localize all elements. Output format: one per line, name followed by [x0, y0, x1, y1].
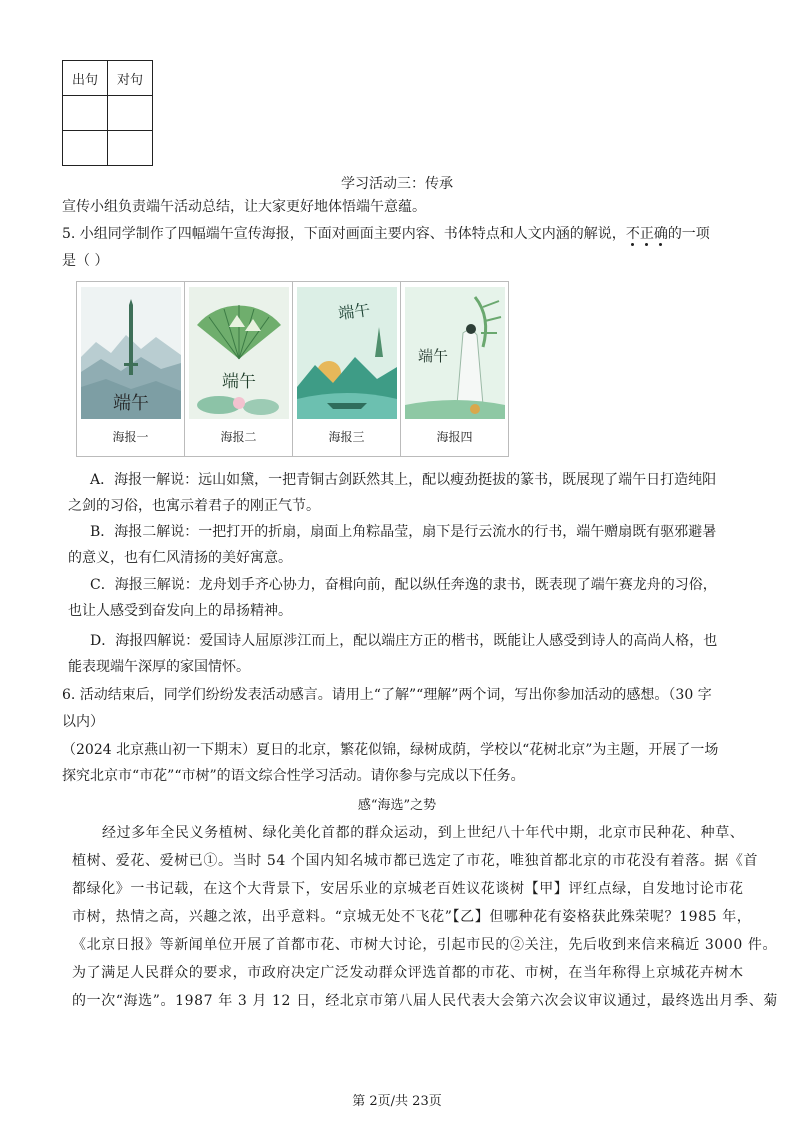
option-c-line2: 也让人感受到奋发向上的昂扬精神。: [68, 603, 292, 619]
emphasis-char: 不: [625, 226, 640, 242]
poster-2: [185, 282, 293, 456]
poster-3: [293, 282, 401, 456]
poster-2-caption: 海报二: [220, 430, 257, 444]
poster-strip: [76, 281, 509, 457]
activity3-heading: 学习活动三：传承: [341, 176, 453, 192]
option-a-line2: 之剑的习俗，也寓示着君子的刚正气节。: [68, 498, 320, 514]
table-header-second-line: 对句: [108, 61, 153, 96]
couplet-answer-table: [62, 60, 153, 166]
option-d-line2: 能表现端午深厚的家国情怀。: [68, 659, 250, 675]
passage-line: 《北京日报》等新闻单位开展了首都市花、市树大讨论，引起市民的②关注，先后收到来信来稿近 3000 件。: [72, 937, 778, 953]
question-5-stem: [62, 224, 710, 244]
poster-1-caption: 海报一: [112, 430, 149, 444]
question-6-line2: 以内）: [62, 714, 104, 730]
table-cell: [63, 96, 108, 131]
poster-4-calligraphy: 端午: [417, 347, 448, 365]
passage-line: 市树，热情之高，兴趣之浓，出乎意料。“京城无处不飞花”【乙】但哪种花有姿格获此殊荣呢？1985 年，: [72, 909, 752, 925]
passage-line: 都绿化》一书记载，在这个大背景下，安居乐业的京城老百姓议花谈树【甲】评红点绿，自发地讨论市花: [72, 881, 744, 897]
poster-2-calligraphy: 端午: [221, 372, 256, 392]
passage-line: 经过多年全民义务植树、绿化美化首都的群众运动，到上世纪八十年代中期，北京市民种花、种草、: [102, 825, 745, 841]
question-5-stem-2: 是（ ）: [62, 253, 109, 269]
poster-1-image: [81, 287, 181, 419]
passage-line: 的一次“海选”。1987 年 3 月 12 日，经北京市第八届人民代表大会第六次会议审议通过，最终选出月季、菊: [72, 993, 778, 1009]
q5-text: 的一项: [667, 226, 710, 242]
emphasis-char: 确: [653, 226, 668, 242]
passage-title: 感“海选”之势: [357, 798, 437, 813]
page-number: 第 2页/共 23页: [352, 1094, 442, 1109]
poster-3-caption: 海报三: [328, 430, 365, 444]
poster-4-image: [405, 287, 505, 419]
poster-3-calligraphy: 端午: [336, 299, 371, 324]
passage-line: 为了满足人民群众的要求，市政府决定广泛发动群众评选首都的市花、市树，在当年称得上京城花卉树木: [72, 965, 744, 981]
question-6-line1: 6. 活动结束后，同学们纷纷发表活动感言。请用上“了解”“理解”两个词，写出你参加活动的感想。（30 字: [62, 687, 712, 703]
emphasis-char: 正: [639, 226, 654, 242]
poster-4-caption: 海报四: [436, 430, 473, 444]
table-cell: [63, 131, 108, 166]
option-b-line2: 的意义，也有仁风清扬的美好寓意。: [68, 550, 292, 566]
table-header-first-line: 出句: [63, 61, 108, 96]
poster-1: [77, 282, 185, 456]
poster-3-image: [297, 287, 397, 419]
table-cell: [108, 131, 153, 166]
intro-line1: （2024 北京燕山初一下期末）夏日的北京，繁花似锦，绿树成荫，学校以“花树北京”为主题，开展了一场: [62, 742, 719, 758]
poster-4: [401, 282, 508, 456]
activity3-intro: 宣传小组负责端午活动总结，让大家更好地体悟端午意蕴。: [62, 199, 426, 215]
passage-line: 植树、爱花、爱树已①。当时 54 个国内知名城市都已选定了市花，唯独首都北京的市花没有着落。据《首: [72, 853, 759, 869]
option-b-line1: B．海报二解说：一把打开的折扇，扇面上角粽晶莹，扇下是行云流水的行书，端午赠扇既有驱邪避暑: [90, 524, 717, 540]
poster-1-calligraphy: 端午: [112, 393, 149, 414]
option-d-line1: D．海报四解说：爱国诗人屈原涉江而上，配以端庄方正的楷书，既能让人感受到诗人的高尚人格，也: [90, 633, 718, 649]
option-c-line1: C．海报三解说：龙舟划手齐心协力，奋楫向前，配以纵任奔逸的隶书，既表现了端午赛龙舟的习俗，: [90, 577, 717, 593]
poster-2-image: [189, 287, 289, 419]
option-a-line1: A．海报一解说：远山如黛，一把青铜古剑跃然其上，配以瘦劲挺拔的篆书，既展现了端午日打造纯阳: [90, 472, 717, 488]
table-cell: [108, 96, 153, 131]
q5-text: 5. 小组同学制作了四幅端午宣传海报，下面对画面主要内容、书体特点和人文内涵的解说，: [62, 226, 626, 242]
intro-line2: 探究北京市“市花”“市树”的语文综合性学习活动。请你参与完成以下任务。: [62, 768, 525, 784]
